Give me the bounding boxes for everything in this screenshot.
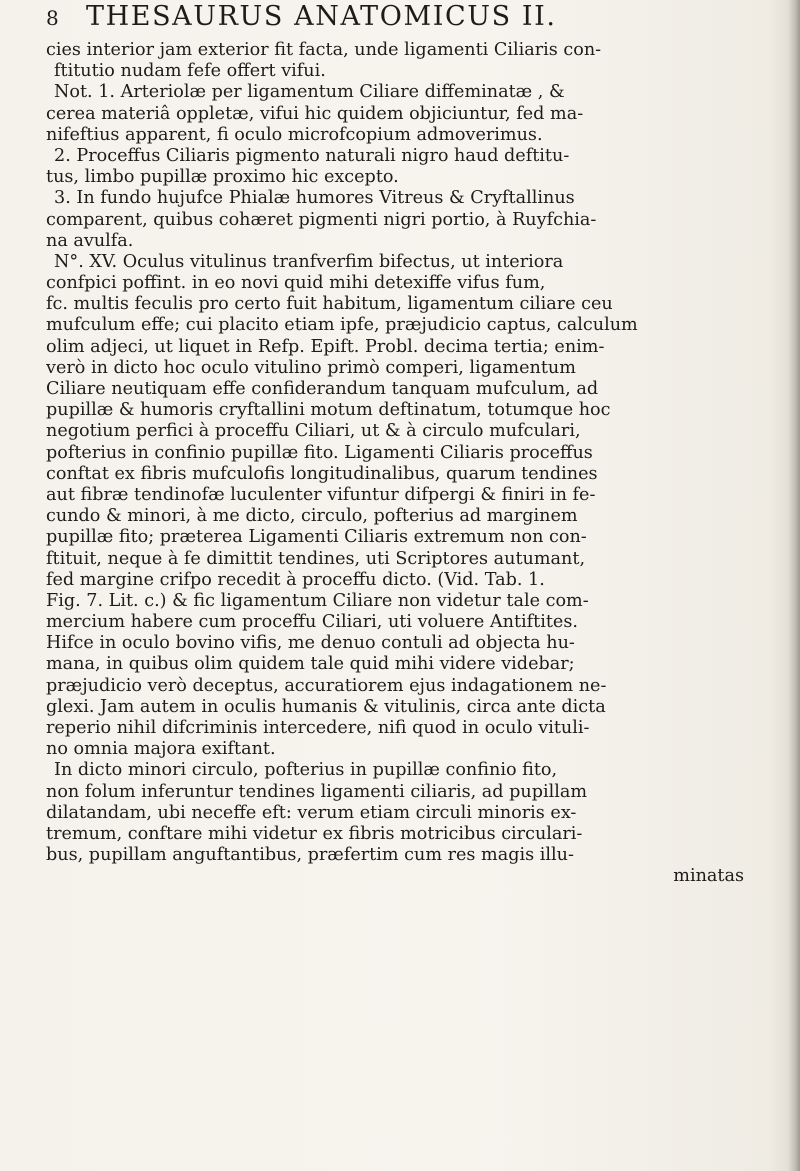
text-line: negotium perfici à proceffu Ciliari, ut & à circulo mufculari,	[46, 421, 581, 442]
text-line: 3. In fundo hujufce Phialæ humores Vitreus & Cryftallinus	[54, 188, 575, 209]
text-line: aut fibræ tendinofæ luculenter vifuntur difpergi & finiri in fe-	[46, 484, 596, 505]
page-header	[46, 0, 766, 34]
text-line: fed margine crifpo recedit à proceffu dicto. (Vid. Tab. 1.	[46, 569, 545, 590]
text-line: fc. multis feculis pro certo fuit habitum, ligamentum ciliare ceu	[46, 294, 613, 315]
text-line: pupillæ fito; præterea Ligamenti Ciliaris extremum non con-	[46, 527, 587, 548]
text-line: bus, pupillam anguftantibus, præfertim cum res magis illu-	[46, 845, 574, 866]
text-line: olim adjeci, ut liquet in Refp. Epift. Probl. decima tertia; enim-	[46, 336, 605, 357]
text-line: conftat ex fibris mufculofis longitudinalibus, quarum tendines	[46, 463, 598, 484]
text-line: dilatandam, ubi neceffe eft: verum etiam circuli minoris ex-	[46, 802, 577, 823]
text-line: non folum inferuntur tendines ligamenti ciliaris, ad pupillam	[46, 781, 588, 802]
text-line: Ciliare neutiquam effe confiderandum tanquam mufculum, ad	[46, 379, 599, 399]
text-line: glexi. Jam autem in oculis humanis & vitulinis, circa ante dicta	[46, 696, 606, 717]
text-line: præjudicio verò deceptus, accuratiorem ejus indagationem ne-	[46, 675, 607, 696]
text-line: mufculum effe; cui placito etiam ipfe, præjudicio captus, calculum	[46, 315, 638, 336]
text-line: confpici poffint. in eo novi quid mihi detexiffe vifus fum,	[46, 273, 546, 294]
text-line: 2. Proceffus Ciliaris pigmento naturali nigro haud deftitu-	[54, 145, 570, 166]
text-line: ftituit, neque à fe dimittit tendines, uti Scriptores autumant,	[46, 548, 586, 569]
text-line: N°. XV. Oculus vitulinus tranfverfim bifectus, ut interiora	[54, 251, 564, 272]
text-line: tus, limbo pupillæ proximo hic excepto.	[46, 167, 399, 188]
text-line: Not. 1. Arteriolæ per ligamentum Ciliare diffeminatæ , &	[54, 82, 565, 103]
text-line: Hifce in oculo bovino vifis, me denuo contuli ad objecta hu-	[46, 633, 575, 654]
text-line: mana, in quibus olim quidem tale quid mihi videre videbar;	[46, 654, 575, 675]
text-line: na avulfa.	[46, 230, 134, 251]
text-line: no omnia majora exiftant.	[46, 739, 276, 760]
text-line: reperio nihil difcriminis intercedere, nifi quod in oculo vituli-	[46, 718, 590, 738]
page-number: 8	[46, 6, 59, 30]
text-line: ftitutio nudam fefe offert vifui.	[54, 61, 326, 82]
text-line: pofterius in confinio pupillæ fito. Ligamenti Ciliaris proceffus	[46, 442, 593, 463]
text-line: tremum, conftare mihi videtur ex fibris motricibus circulari-	[46, 823, 583, 844]
text-line: nifeftius apparent, fi oculo microfcopium admoverimus.	[46, 124, 543, 145]
text-line: In dicto minori circulo, pofterius in pupillæ confinio fito,	[54, 760, 558, 781]
text-line: mercium habere cum proceffu Ciliari, uti voluere Antiftites.	[46, 612, 578, 633]
body-text	[46, 40, 784, 888]
text-line: verò in dicto hoc oculo vitulino primò comperi, ligamentum	[46, 357, 576, 378]
text-line: comparent, quibus cohæret pigmenti nigri portio, à Ruyfchia-	[46, 209, 597, 230]
page-edge-shadow	[788, 0, 800, 1171]
running-head: THESAURUS ANATOMICUS II.	[86, 1, 557, 32]
text-line: cundo & minori, à me dicto, circulo, pofterius ad marginem	[46, 506, 578, 527]
text-line: pupillæ & humoris cryftallini motum deftinatum, totumque hoc	[46, 400, 611, 421]
catchword: minatas	[673, 866, 744, 887]
text-line: Fig. 7. Lit. c.) & fic ligamentum Ciliare non videtur tale com-	[46, 590, 589, 611]
text-line: cerea materiâ oppletæ, vifui hic quidem objiciuntur, fed ma-	[46, 103, 584, 124]
text-line: cies interior jam exterior fit facta, unde ligamenti Ciliaris con-	[46, 40, 602, 60]
